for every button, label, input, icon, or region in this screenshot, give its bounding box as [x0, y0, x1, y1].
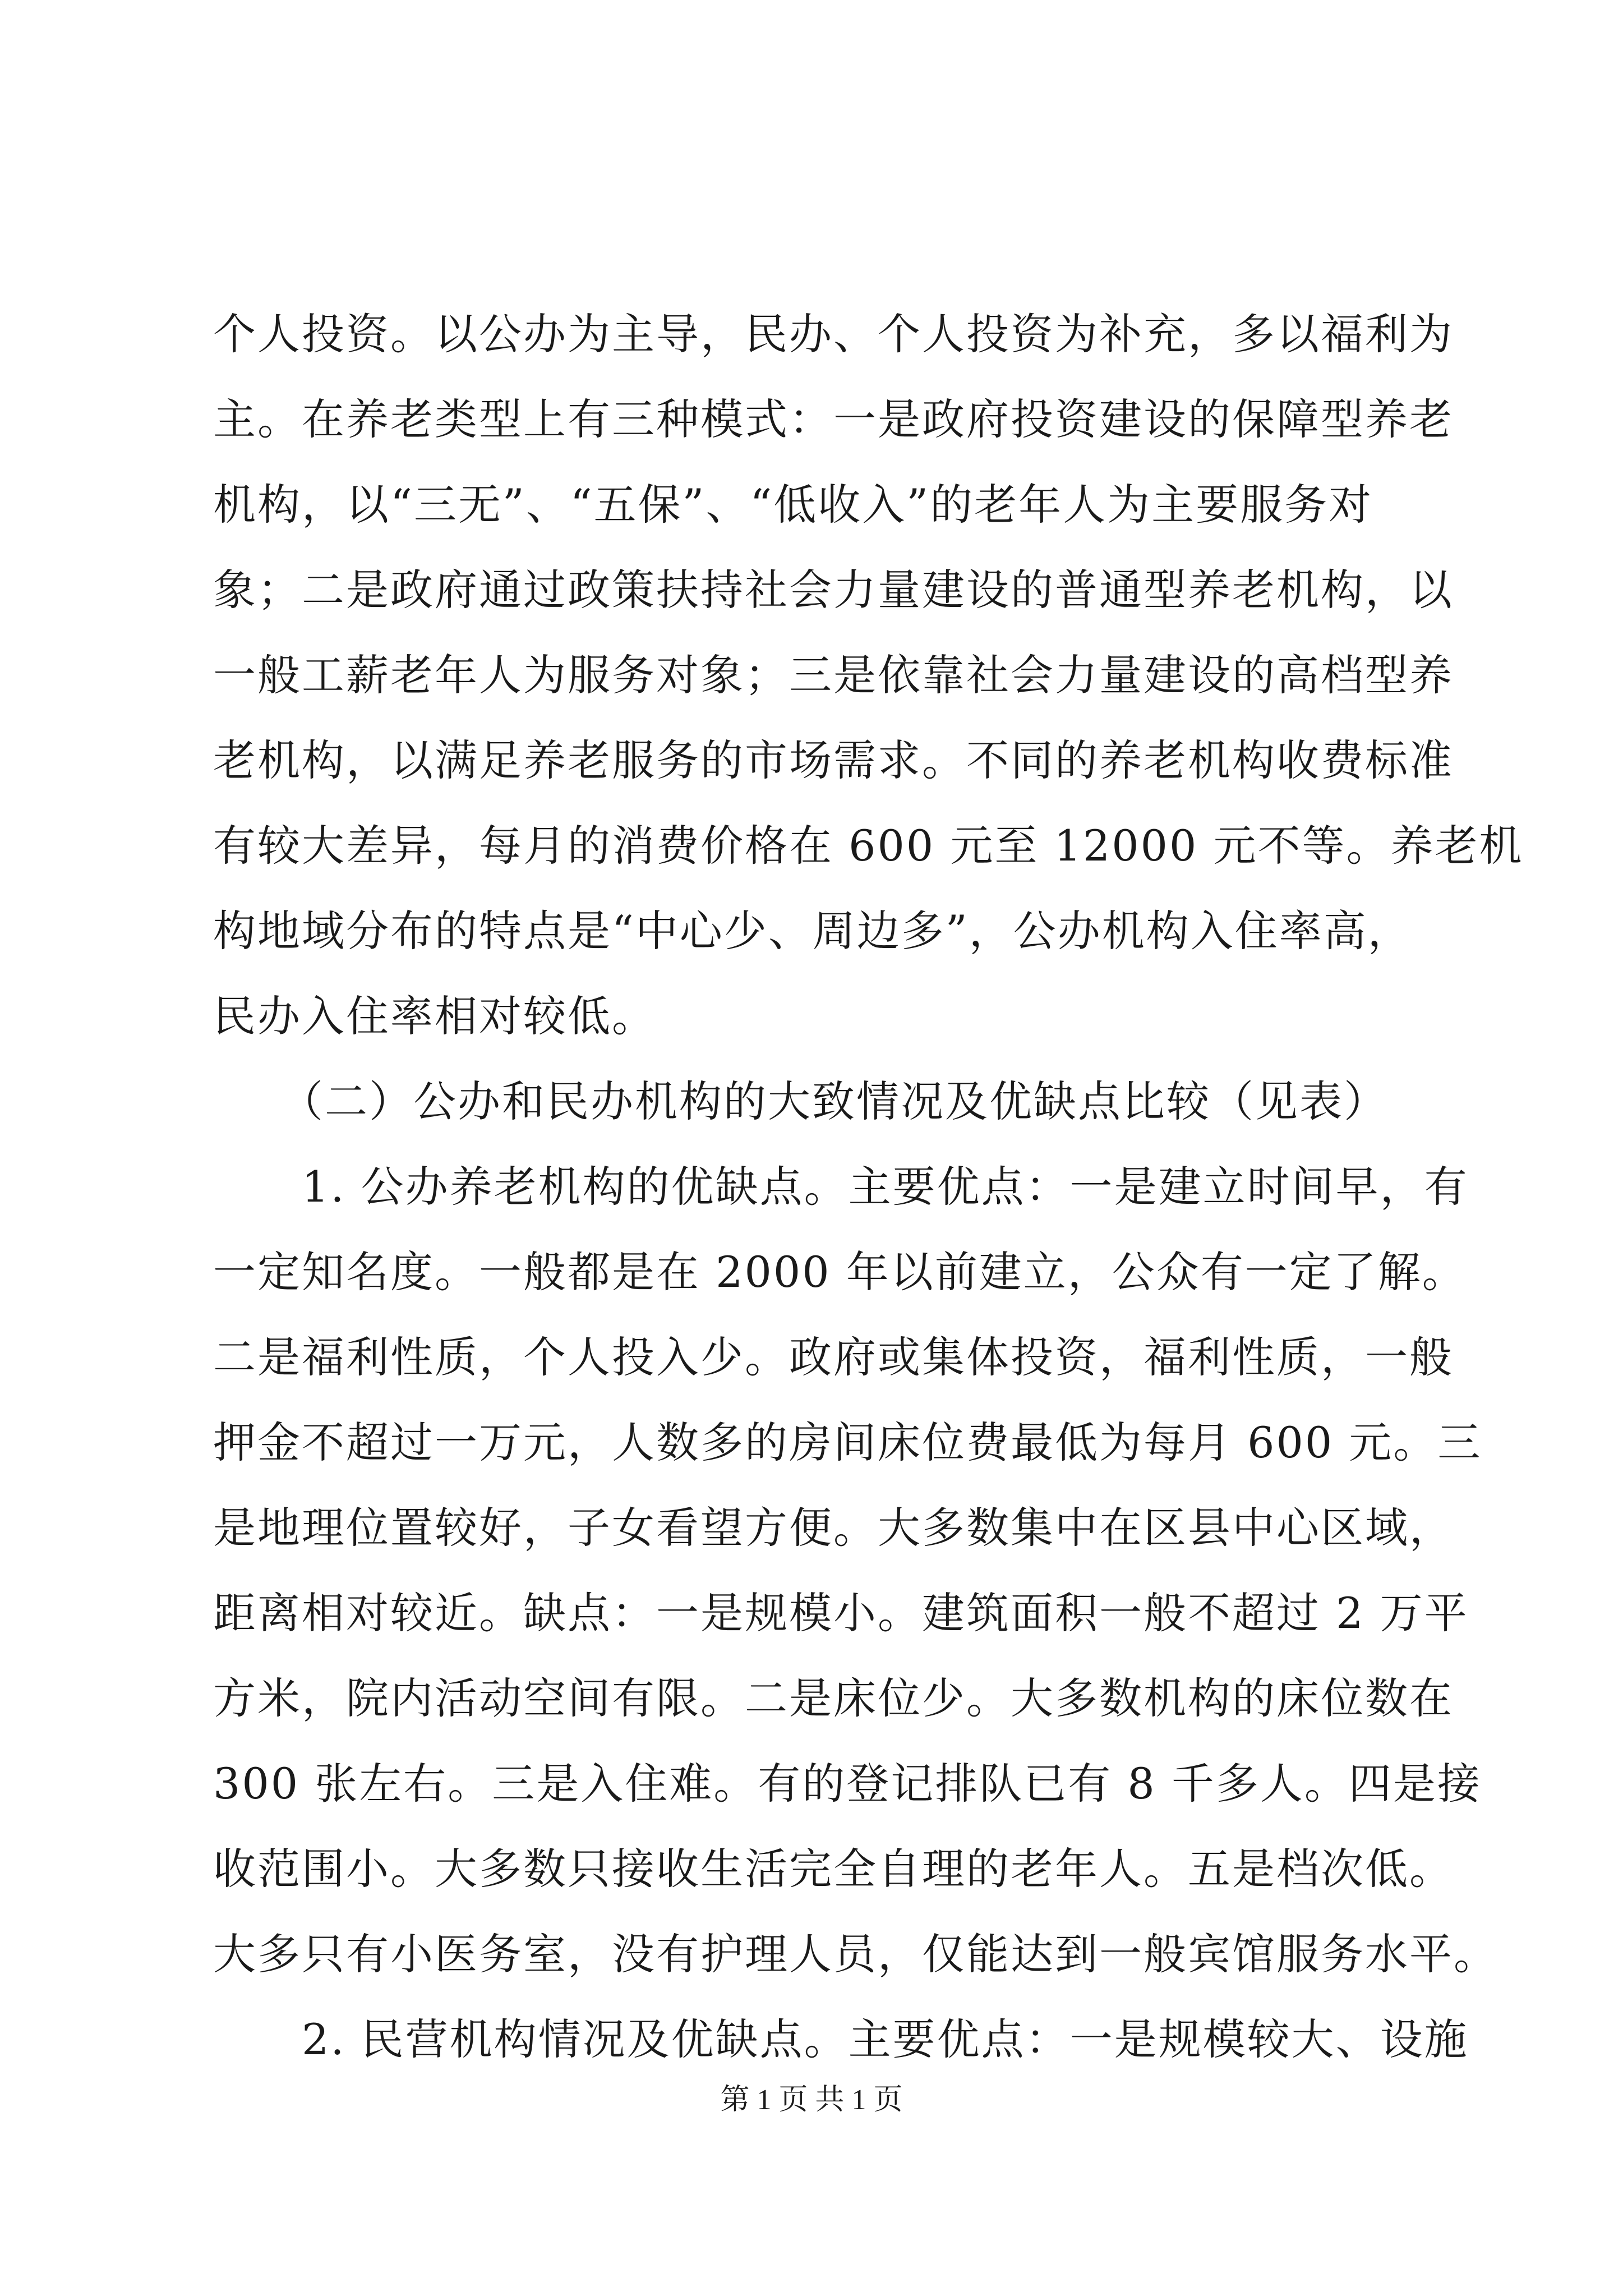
text-line: 个人投资。以公办为主导，民办、个人投资为补充，多以福利为	[213, 309, 1454, 359]
text-line: 1. 公办养老机构的优缺点。主要优点：一是建立时间早，有	[213, 1162, 1469, 1212]
text-line: 二是福利性质，个人投入少。政府或集体投资，福利性质，一般	[213, 1332, 1454, 1382]
text-line: 2. 民营机构情况及优缺点。主要优点：一是规模较大、设施	[213, 2014, 1469, 2064]
text-line: 300 张左右。三是入住难。有的登记排队已有 8 千多人。四是接	[213, 1759, 1482, 1809]
text-line: 有较大差异，每月的消费价格在 600 元至 12000 元不等。养老机	[213, 821, 1524, 871]
text-line: 机构，以“三无”、“五保”、“低收入”的老年人为主要服务对	[213, 480, 1373, 530]
text-line: 押金不超过一万元，人数多的房间床位费最低为每月 600 元。三	[213, 1418, 1482, 1467]
text-line: 距离相对较近。缺点：一是规模小。建筑面积一般不超过 2 万平	[213, 1588, 1469, 1638]
text-line: 老机构，以满足养老服务的市场需求。不同的养老机构收费标准	[213, 735, 1454, 785]
text-line: 主。在养老类型上有三种模式：一是政府投资建设的保障型养老	[213, 394, 1454, 444]
text-line: 收范围小。大多数只接收生活完全自理的老年人。五是档次低。	[213, 1844, 1454, 1894]
text-line: 构地域分布的特点是“中心少、周边多”，公办机构入住率高，	[213, 906, 1412, 956]
text-line: 象；二是政府通过政策扶持社会力量建设的普通型养老机构，以	[213, 565, 1454, 615]
text-line: 一定知名度。一般都是在 2000 年以前建立，公众有一定了解。	[213, 1247, 1467, 1297]
body-text	[213, 292, 1524, 2082]
text-line: 大多只有小医务室，没有护理人员，仅能达到一般宾馆服务水平。	[213, 1929, 1498, 1979]
text-line: 是地理位置较好，子女看望方便。大多数集中在区县中心区域，	[213, 1503, 1454, 1553]
page-footer: 第 1 页 共 1 页	[720, 2084, 903, 2116]
text-line: 一般工薪老年人为服务对象；三是依靠社会力量建设的高档型养	[213, 650, 1454, 700]
section-heading: （二）公办和民办机构的大致情况及优缺点比较（见表）	[213, 1076, 1388, 1126]
text-line: 方米，院内活动空间有限。二是床位少。大多数机构的床位数在	[213, 1673, 1454, 1723]
text-line: 民办入住率相对较低。	[213, 991, 656, 1041]
